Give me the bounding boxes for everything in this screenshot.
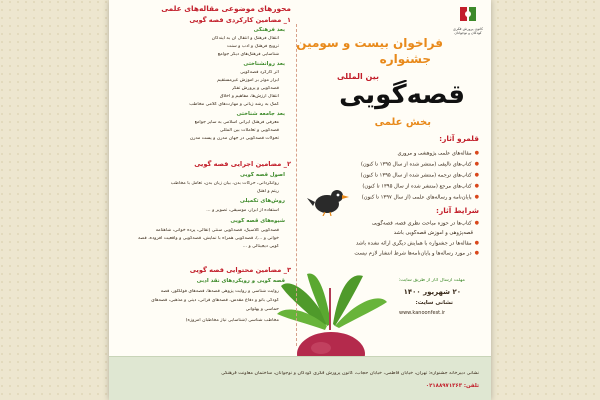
s3-title: ۳_ مضامین محتوایی قصه گویی (189, 266, 291, 274)
deadline-label: مهلت ارسال آثار از طریق سایت: (398, 278, 465, 283)
list-item: ● کتاب‌های مرجع (منتشر شده از سال ۱۳۹۵ تا کنون) (362, 183, 479, 190)
list-item: انتقال ارزش‌ها، مفاهیم و اخلاق (219, 94, 279, 99)
list-item: انتقال فرهنگ و انتقال آن به آیندگان (211, 36, 279, 41)
list-item: ● کتاب‌ها در حوزه مباحث نظری قصه، قصه‌گویی (372, 220, 479, 227)
list-item: کودکی بانو و دفاع مقدس، قصه‌های قرآنی، دینی و مذهبی، قصه‌های (151, 298, 279, 303)
list-item: قصه‌پژوهی و آموزش قصه‌گویی باشد (393, 230, 473, 236)
list-item: ● کتاب‌های ترجمه (منتشر شده از سال ۱۳۹۵ تا کنون) (361, 172, 479, 179)
s3-g1-title: قصه گویی و رویکردهای نقد ادبی (196, 278, 285, 284)
s1-g3-title: بعد جامعه شناختی (236, 111, 285, 117)
s1-g2-title: بعد روانشناختی (243, 61, 285, 67)
logo-text-1: کانون پرورش فکری (453, 27, 483, 31)
list-item: گویی دیجیتالی و ... (242, 244, 279, 249)
deadline-date: ۲۰ شهریور ۱۴۰۰ (403, 288, 461, 296)
logo-icon (458, 5, 478, 23)
conditions-heading: شرایط آثار: (436, 206, 479, 215)
s2-g1-title: اصول قصه گویی (240, 172, 285, 178)
site-label: نشانی سایت: (415, 300, 453, 306)
festival-poster (109, 0, 491, 400)
list-item: ابزار موثر بر آموزش غیرمستقیم (217, 78, 279, 83)
title-line-1: فراخوان بیست و سومین (296, 36, 443, 50)
section-title: بخش علمی (374, 117, 431, 128)
logo-text-2: کودکان و نوجوانان (454, 31, 482, 35)
list-item: شناسایی فرهنگ‌های دیگر جوامع (217, 52, 279, 57)
list-item: قصه‌گویی و تعاملات بین المللی (219, 128, 279, 133)
list-item: ● مقاله‌های علمی پژوهشی و مروری (397, 150, 479, 157)
s2-title: ۲_ مضامین اجرایی قصه گویی (194, 160, 291, 168)
s1-title: ۱_ مضامین کارکردی قصه گویی (189, 16, 291, 24)
list-item: ● در مورد رساله‌ها و پایان‌نامه‌ها شرط انتشار لازم نیست (354, 250, 479, 257)
topics-heading: محورهای موضوعی مقاله‌های علمی (161, 4, 291, 13)
list-item: مخاطب شناسی (شناسایی نیاز مخاطبان امروزه) (185, 318, 279, 323)
list-item: استفاده از ابزار، موسیقی، تصویر و ... (206, 208, 279, 213)
list-item: روانگردانی، حرکات بدن، بیان زبان بدن، تعامل با مخاطب (170, 181, 279, 186)
kanoon-logo (449, 5, 487, 41)
site-url[interactable]: www.kanoonfest.ir (399, 310, 446, 316)
list-item: روایت شناسی و روایت پژوهی قصه‌ها، قصه‌های فولکلور، قصه (160, 289, 279, 294)
list-item: حماسی و پهلوانی (245, 307, 279, 312)
list-item: خوانی و ...)، قصه‌گویی همراه با نمایش، قصه‌گویی و واقعیت افزوده، قصه (138, 236, 279, 241)
list-item: معرفی فرهنگ ایرانی اسلامی به سایر جوامع (194, 120, 279, 125)
list-item: تحولات قصه‌گویی در جهان مدرن و پست مدرن (189, 136, 279, 141)
list-item: ● پایان‌نامه و رساله‌های علمی (از سال ۱۳۹۷ تا کنون) (362, 194, 479, 201)
scope-heading: قلمرو آثار: (439, 134, 479, 143)
footer (109, 356, 491, 400)
title-line-2: جشنواره (379, 52, 431, 66)
title-line-3: بین المللی (337, 72, 379, 81)
list-item: ● کتاب‌های تالیفی (منتشر شده از سال ۱۳۹۵ تا کنون) (361, 161, 479, 168)
crow-illustration (307, 184, 349, 216)
list-item: کمک به رشد زبانی و مهارت‌های کلامی مخاطب (189, 102, 279, 107)
s2-g3-title: شیوه‌های قصه گویی (230, 218, 285, 224)
footer-address: نشانی دبیرخانه جشنواره: تهران، خیابان فاطمی، خیابان حجاب، کانون پرورش فکری کودکان و نوجوانان، ساختمان معاونت فرهنگی (221, 371, 479, 376)
column-divider (296, 24, 297, 346)
footer-phone: تلفن: ۰۲۱۸۸۹۷۱۳۶۳ (425, 383, 479, 389)
s2-g2-title: روش‌های تکمیلی (239, 198, 285, 204)
title-main: قصه‌گویی (339, 80, 465, 110)
list-item: اثر کارکرد قصه‌گویی (240, 70, 279, 75)
list-item: قصه‌گویی کلاسیک، قصه‌گویی سنتی (نقالی، پرده خوانی، شاهنامه (155, 228, 279, 233)
s1-g1-title: بعد فرهنگی (253, 27, 285, 33)
list-item: ترویج فرهنگ و ادب و سنت (226, 44, 279, 49)
list-item: ● مقاله‌ها در جشنواره با همایش دیگری ارائه نشده باشد (356, 240, 479, 247)
list-item: ریتم و آهنگ (256, 189, 279, 194)
list-item: قصه‌گویی و پرورش تفکر (231, 86, 279, 91)
